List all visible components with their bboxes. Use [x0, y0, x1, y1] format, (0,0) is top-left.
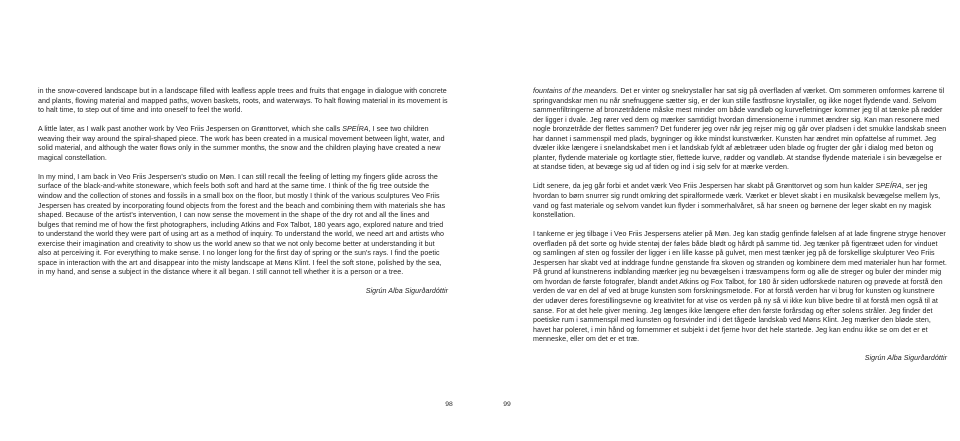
left-page-signature: Sigrún Alba Sigurðardóttir	[365, 287, 448, 296]
paragraph: fountains of the meanders. Det er vinter og snekrystaller har sat sig på overfladen af værket. Om sommeren omformes karrene til springvandskar men nu når snefnuggene sætter sig, er der kun stille fastfrosne krystaller, og ikke noget flydende vand. Selvom sammenfiltringerne af bronzetrådene måske mest minder om både vandløb og kurvefletninger kommer jeg til at tænke på rødder der ligger i dvale. Jeg rører ved dem og mærker samtidigt hvordan dimensionerne i rummet ændrer sig. Kan man resonere med nogle bronzetråde der flettes sammen? Det funderer jeg over når jeg rejser mig og går over pladsen i det smukke landskab sneen har dannet i sammenspil med plads, bygninger og ikke mindst kunstværker. Kunsten har ændret min opfattelse af rummet. Jeg dvæler ikke længere i snelandskabet men i et landskab fyldt af æbletræer uden blade og frugter der går i dialog med beton og planter, flydende materiale og kortlagte stier, flettede kurve, rødder og vandløb. At standse flydende materiale i sin bevægelse er at standse tiden, at bevæge sig ud af tiden og ind i sig selv for at mærke verden.	[533, 87, 947, 172]
paragraph: in the snow-covered landscape but in a landscape filled with leafless apple trees and fruits that engage in dialogue with concrete and plants, flowing material and mapped paths, woven baskets, roots, and waterways. To halt flowing material in its movement is to halt time, to step out of time and into oneself to feel the world.	[38, 87, 448, 115]
paragraph: A little later, as I walk past another work by Veo Friis Jespersen on Grønttorvet, which she calls SPEÍRA, I see two children weaving their way around the spiral-shaped piece. The work has been created in a musical movement between light, water, and solid material, and although the water flows only in the summer months, the snow and the children playing have created a new magical constellation.	[38, 125, 445, 162]
left-page	[38, 87, 448, 297]
right-page-number: 99	[503, 401, 511, 408]
paragraph: I tankerne er jeg tilbage i Veo Friis Jespersens atelier på Møn. Jeg kan stadig genfinde følelsen af at lade fingrene stryge henover overfladen på det sorte og hvide stentøj der føles både blødt og hårdt på samme tid. Jeg tænker på figentræet uden for vinduet og samlingen af sten og fossiler der ligger i en lille kasse på gulvet, men mest tænker jeg på de forskellige skulpturer Veo Friis Jespersen har skabt ved at inddrage fundne genstande fra skoven og stranden og kombinere dem med materialer hun har formet. På grund af kunstnerens indblanding mærker jeg nu bevægelsen i træsvampens form og alle de streger og buler der minder mig om hvordan de første fotografer, blandt andet Atkins og Fox Talbot, for 180 år siden udforskede naturen og prøvede at forstå den verden de var en del af ved at bruge kunsten som forskningsmetode. For at forstå verden har vi brug for kunsten og kunstnere der udøver deres forestillingsevne og kreativitet for at vise os verden på ny så vi ikke kun blive bedre til at forstå men også til at sanse. For at det hele giver mening. Jeg længes ikke længere efter den første forårsdag og efter solens stråler. Jeg finder det poetiske rum i sammenspil med kunsten og forsvinder ind i det tågede landskab ved Møns Klint. Jeg mærker den bløde sten, havet har poleret, i min hånd og fornemmer et subjekt i det fjerne hvor det hele startede. Jeg kan endnu ikke se om det er et menneske, eller om det er et træ.	[533, 230, 947, 344]
paragraph: In my mind, I am back in Veo Friis Jespersen's studio on Møn. I can still recall the feeling of letting my fingers glide across the surface of the black-and-white stoneware, which feels both soft and hard at the same time. I think of the fig tree outside the window and the collection of stones and fossils in a small box on the floor, but mostly I think of the various sculptures Veo Friis Jespersen has created by incorporating found objects from the forest and the beach and combining them with materials she has shaped. Because of the artist's intervention, I can now sense the movement in the shape of the dry rot and all the lines and bulges that remind me of how the first photographers, including Atkins and Fox Talbot, 180 years ago, explored nature and tried to understand the world they were part of using art as a method of inquiry. To understand the world, we need art and artists who exercise their imagination and creativity to show us the world anew so that we not only become better at understanding it but also at perceiving it. For everything to make sense. I no longer long for the first day of spring or the sun's rays. I find the poetic space in interaction with the art and disappear into the misty landscape at Møns Klint. I feel the soft stone, polished by the sea, in my hand, and sense a subject in the distance where it all began. I still cannot tell whether it is a person or a tree.	[38, 172, 446, 277]
right-page-text	[533, 87, 947, 345]
left-page-text	[38, 87, 448, 278]
left-page-number: 98	[445, 401, 453, 408]
paragraph: Lidt senere, da jeg går forbi et andet værk Veo Friis Jespersen har skabt på Grønttorvet og som hun kalder SPEÍRA, ser jeg hvordan to børn snurrer sig rundt omkring det spiralformede værk. Værket er blevet skabt i en musikalsk bevægelse mellem lys, vand og fast materiale og selvom vandet kun flyder i sommerhalvåret, så har sneen og børnene der leger skabt en ny magisk konstellation.	[533, 182, 941, 220]
right-page-signature: Sigrún Alba Sigurðardóttir	[864, 354, 947, 363]
right-page	[533, 87, 947, 364]
